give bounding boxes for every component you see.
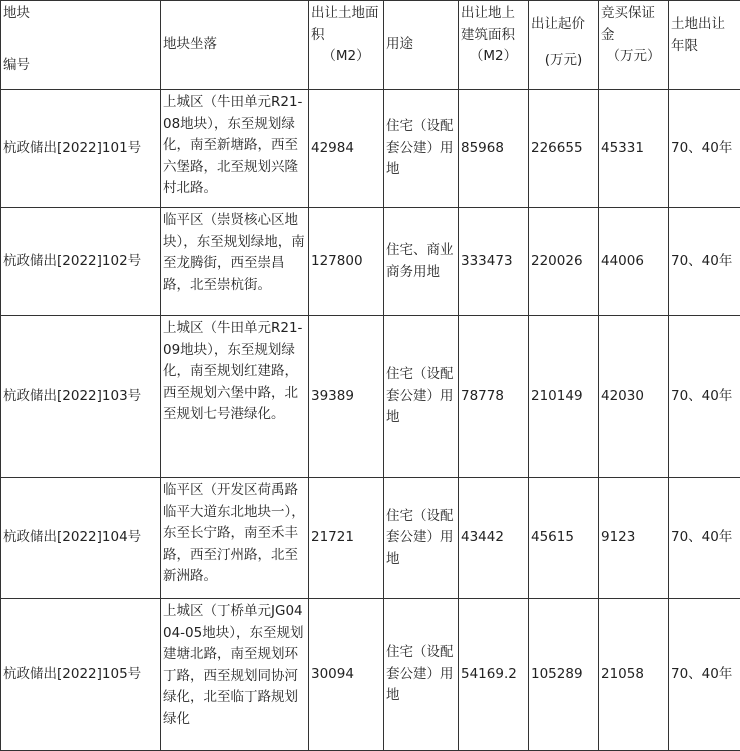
header-land-area — [309, 1, 384, 90]
cell-floor-area: 54169.2 — [459, 599, 529, 751]
cell-start-price: 210149 — [529, 316, 599, 478]
header-parcel-id-line2: 编号 — [3, 55, 158, 77]
cell-start-price: 220026 — [529, 208, 599, 316]
header-start-price — [529, 1, 599, 90]
cell-land-area: 21721 — [309, 478, 384, 599]
cell-land-area: 127800 — [309, 208, 384, 316]
cell-deposit: 44006 — [599, 208, 669, 316]
header-term-label: 土地出让年限 — [671, 16, 725, 54]
header-parcel-id-line1: 地块 — [3, 3, 158, 25]
cell-floor-area: 333473 — [459, 208, 529, 316]
table-row — [1, 90, 740, 208]
cell-floor-area: 43442 — [459, 478, 529, 599]
cell-location: 上城区（丁桥单元JG0404-05地块），东至规划建塘北路，南至规划环丁路，西至规划同协河绿化，北至临丁路规划绿化 — [161, 599, 309, 751]
cell-deposit: 21058 — [599, 599, 669, 751]
cell-deposit: 45331 — [599, 90, 669, 208]
header-location — [161, 1, 309, 90]
header-start-price-unit: (万元) — [531, 50, 596, 72]
cell-parcel-id: 杭政储出[2022]102号 — [1, 208, 161, 316]
cell-land-area: 30094 — [309, 599, 384, 751]
cell-use: 住宅、商业商务用地 — [384, 208, 459, 316]
header-deposit — [599, 1, 669, 90]
cell-floor-area: 78778 — [459, 316, 529, 478]
header-use — [384, 1, 459, 90]
cell-location: 临平区（开发区荷禹路临平大道东北地块一），东至长宁路，南至禾丰路，西至汀州路，北至新洲路。 — [161, 478, 309, 599]
cell-term: 70、40年 — [669, 478, 740, 599]
header-floor-area — [459, 1, 529, 90]
cell-term: 70、40年 — [669, 208, 740, 316]
cell-term: 70、40年 — [669, 316, 740, 478]
header-start-price-label: 出让起价 — [531, 16, 585, 32]
cell-parcel-id: 杭政储出[2022]104号 — [1, 478, 161, 599]
cell-floor-area: 85968 — [459, 90, 529, 208]
header-deposit-unit: （万元） — [601, 46, 666, 68]
table-row — [1, 208, 740, 316]
cell-location: 临平区（崇贤核心区地块），东至规划绿地，南至龙腾街，西至崇昌路，北至崇杭街。 — [161, 208, 309, 316]
header-floor-area-label: 出让地上建筑面积 — [461, 5, 515, 43]
cell-parcel-id: 杭政储出[2022]103号 — [1, 316, 161, 478]
cell-deposit: 42030 — [599, 316, 669, 478]
cell-term: 70、40年 — [669, 599, 740, 751]
cell-term: 70、40年 — [669, 90, 740, 208]
cell-start-price: 105289 — [529, 599, 599, 751]
cell-start-price: 45615 — [529, 478, 599, 599]
cell-use: 住宅（设配套公建）用地 — [384, 90, 459, 208]
header-floor-area-unit: （M2） — [461, 46, 526, 68]
header-term — [669, 1, 740, 90]
cell-use: 住宅（设配套公建）用地 — [384, 316, 459, 478]
header-use-label: 用途 — [386, 36, 413, 52]
cell-location: 上城区（牛田单元R21-09地块），东至规划绿化，南至规划红建路，西至规划六堡中路，北至规划七号港绿化。 — [161, 316, 309, 478]
cell-use: 住宅（设配套公建）用地 — [384, 478, 459, 599]
header-deposit-label: 竞买保证金 — [601, 5, 655, 43]
cell-land-area: 39389 — [309, 316, 384, 478]
cell-land-area: 42984 — [309, 90, 384, 208]
header-parcel-id — [1, 1, 161, 90]
header-row — [1, 1, 740, 90]
cell-location: 上城区（牛田单元R21-08地块），东至规划绿化，南至新塘路，西至六堡路，北至规划兴隆村北路。 — [161, 90, 309, 208]
cell-parcel-id: 杭政储出[2022]105号 — [1, 599, 161, 751]
table-row — [1, 599, 740, 751]
header-location-label: 地块坐落 — [163, 36, 217, 52]
cell-use: 住宅（设配套公建）用地 — [384, 599, 459, 751]
cell-parcel-id: 杭政储出[2022]101号 — [1, 90, 161, 208]
header-land-area-label: 出让土地面积 — [311, 5, 379, 43]
cell-deposit: 9123 — [599, 478, 669, 599]
cell-start-price: 226655 — [529, 90, 599, 208]
table-row — [1, 316, 740, 478]
table-row — [1, 478, 740, 599]
header-land-area-unit: （M2） — [311, 46, 381, 68]
